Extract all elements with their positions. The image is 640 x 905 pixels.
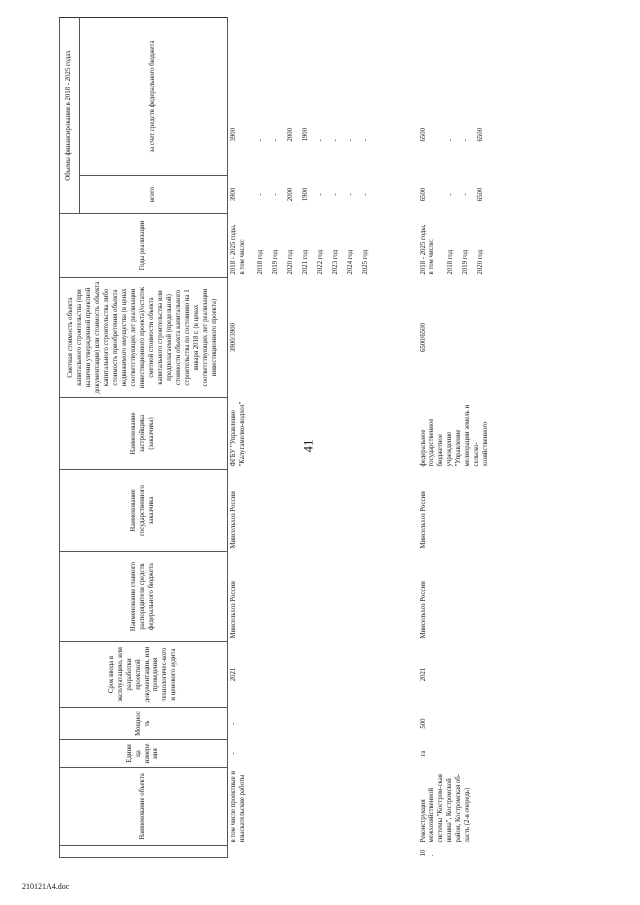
year-item: 2018 год xyxy=(257,249,264,275)
row-number: 10. xyxy=(419,849,436,857)
federal-item: 6500 xyxy=(476,127,484,142)
year-item: 2019 год xyxy=(461,249,469,275)
estimate-value: 3900/3900 xyxy=(230,322,237,353)
year-item: 2021 год xyxy=(302,249,309,275)
unit-value: - xyxy=(230,752,237,755)
header-federal: за счет средств федерального бюджета xyxy=(80,18,228,176)
total-item: - xyxy=(317,193,324,196)
federal-item: - xyxy=(446,139,454,142)
total-item: 3900 xyxy=(230,187,237,202)
unit-value: га xyxy=(419,750,427,757)
total-item: - xyxy=(362,193,369,196)
total-item: 6500 xyxy=(419,187,427,202)
total-item: - xyxy=(446,193,454,196)
capacity-value: - xyxy=(230,722,237,725)
federal-item: - xyxy=(461,139,469,142)
federal-item: 2000 xyxy=(287,127,294,142)
total-item: 2000 xyxy=(287,187,294,202)
year-item: 2022 год xyxy=(317,249,324,275)
year-item: в том числе: xyxy=(428,239,436,275)
capacity-value: 500 xyxy=(419,718,427,729)
total-item: - xyxy=(332,193,339,196)
year-item: 2019 год xyxy=(272,249,279,275)
year-item: 2024 год xyxy=(347,249,354,275)
investment-objects-table xyxy=(59,17,618,858)
header-estimate: Сметная стоимость объекта капитального строительства (при наличии утвержденной проектной документации) или стоимость объекта капитального строительства либо стоимость приобретения объекта недвижимого имущества (в ценах соответствующих лет реализации инвестиционного проекта)/остаток сметной стоимости объекта капитального строительства или предполагаемой (предельной) стоимости объекта капитального строительства по состоянию на 1 января 2018 г. (в ценах соответствующих лет реализации инвестиционного проекта) xyxy=(60,278,228,398)
federal-list xyxy=(418,18,618,176)
years-list xyxy=(418,214,618,278)
header-object-name: Наименование объекта xyxy=(60,768,228,846)
state-customer-value: Минсельхоз России xyxy=(230,491,237,549)
document-code: 210121А4.doc xyxy=(22,882,70,891)
estimate-value: 6500/6500 xyxy=(419,322,427,353)
year-item: 2023 год xyxy=(332,249,339,275)
table-row xyxy=(228,18,418,858)
federal-item: - xyxy=(362,139,369,142)
header-funding-group: Объемы финансирования в 2018 - 2025 годах xyxy=(60,18,80,214)
federal-item: - xyxy=(272,139,279,142)
federal-list xyxy=(228,18,418,176)
federal-item: - xyxy=(257,139,264,142)
total-item: 6500 xyxy=(476,187,484,202)
federal-item: - xyxy=(317,139,324,142)
header-number xyxy=(60,846,228,858)
manager-value: Минсельхоз России xyxy=(419,581,427,639)
total-item: - xyxy=(347,193,354,196)
row-number xyxy=(228,846,418,858)
header-unit: Единица измерения xyxy=(60,740,228,768)
developer-value: ФГБУ "Управление "Калугамелио-водхоз" xyxy=(230,401,246,467)
federal-item: 1900 xyxy=(302,127,309,142)
year-item: 2020 год xyxy=(476,249,484,275)
developer-value: федеральное государственное бюджетное учреждение "Управление мелиорации земель и сельско-хозяйственного xyxy=(419,404,490,467)
year-item: 2018 - 2025 годы, xyxy=(230,224,237,275)
total-item: 1900 xyxy=(302,187,309,202)
year-item: 2025 год xyxy=(362,249,369,275)
year-item: 2018 - 2025 годы, xyxy=(419,224,427,275)
header-years: Годы реализации xyxy=(60,214,228,278)
total-item: - xyxy=(257,193,264,196)
years-list xyxy=(228,214,418,278)
header-commissioning-term: Срок ввода в эксплуатацию, или разработки проектной документации, или проведения технологичес-кого и ценового аудита xyxy=(60,642,228,708)
header-total: всего xyxy=(80,176,228,214)
federal-item: - xyxy=(347,139,354,142)
federal-item: 3900 xyxy=(230,127,237,142)
total-list xyxy=(418,176,618,214)
header-developer: Наименование застройщика (заказчика) xyxy=(60,398,228,470)
header-state-customer: Наименование государственного заказчика xyxy=(60,470,228,552)
federal-item: - xyxy=(332,139,339,142)
term-value: 2021 xyxy=(230,667,237,682)
table-row xyxy=(418,18,618,858)
object-name: в том числе проектные и изыскательские работы xyxy=(230,770,246,843)
year-item: 2020 год xyxy=(287,249,294,275)
state-customer-value: Минсельхоз России xyxy=(419,491,427,549)
total-item: - xyxy=(461,193,469,196)
total-item: - xyxy=(272,193,279,196)
year-item: 2018 год xyxy=(446,249,454,275)
header-budget-manager: Наименование главного распорядителя средств федерального бюджета xyxy=(60,552,228,642)
total-list xyxy=(228,176,418,214)
year-item: в том числе: xyxy=(238,239,246,275)
page-number: 41 xyxy=(300,439,316,453)
manager-value: Минсельхоз России xyxy=(230,581,237,639)
federal-item: 6500 xyxy=(419,127,427,142)
term-value: 2021 xyxy=(419,667,427,682)
rotated-table-container xyxy=(59,18,631,858)
header-capacity: Мощность xyxy=(60,708,228,740)
object-name: Реконструкция межхозяйственной системы "Костром-ская низина", Костромской район, Костромская об-ласть (2-я очередь) xyxy=(419,774,472,843)
